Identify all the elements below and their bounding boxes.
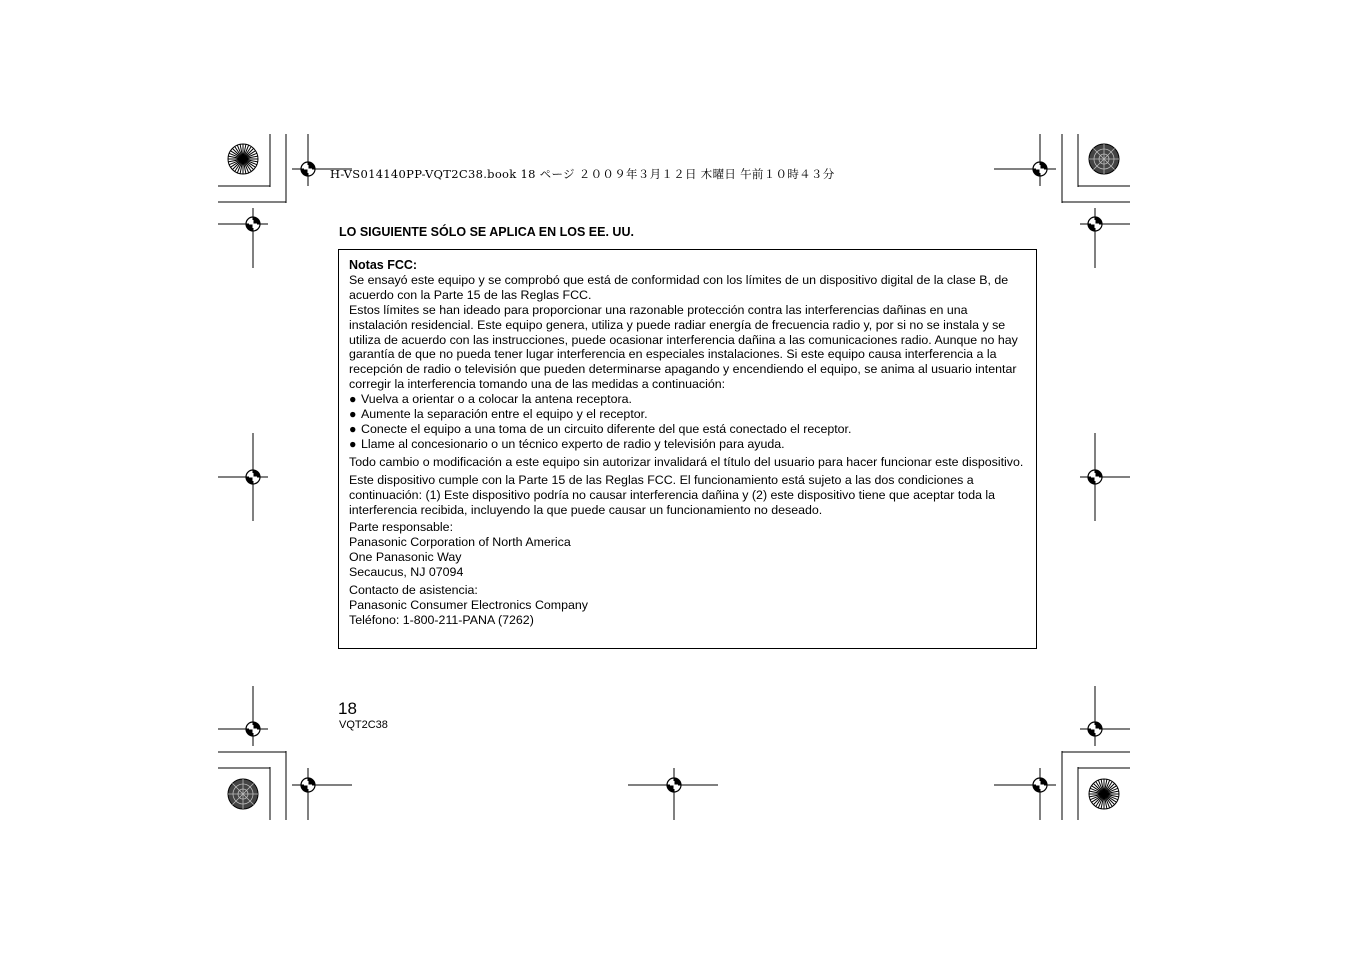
fcc-heading: Notas FCC: [349, 258, 418, 272]
support-contact [349, 583, 1026, 628]
list-item: ● Conecte el equipo a una toma de un circuito diferente del que está conectado el receptor. [349, 421, 852, 436]
list-item: ● Llame al concesionario o un técnico experto de radio y televisión para ayuda. [349, 436, 785, 451]
fcc-notes-box [338, 249, 1037, 649]
responsible-party [349, 520, 1026, 580]
list-item: ● Aumente la separación entre el equipo y el receptor. [349, 407, 648, 422]
responsible-label: Parte responsable: [349, 520, 454, 535]
page-number: 18 [338, 699, 357, 718]
section-title: LO SIGUIENTE SÓLO SE APLICA EN LOS EE. UU. [339, 225, 634, 239]
bullet-icon: ● [349, 421, 357, 436]
print-header: H-VS014140PP-VQT2C38.book 18 ページ ２００９年３月１２日 木曜日 午前１０時４３分 [330, 167, 835, 181]
support-label: Contacto de asistencia: [349, 583, 478, 598]
fcc-paragraph-1: Se ensayó este equipo y se comprobó que está de conformidad con los límites de un dispositivo digital de la clase B, de acuerdo con la Parte 15 de las Reglas FCC. [349, 272, 1009, 302]
support-line: Teléfono: 1-800-211-PANA (7262) [349, 612, 534, 627]
bullet-icon: ● [349, 436, 357, 451]
fcc-paragraph-4: Este dispositivo cumple con la Parte 15 de las Reglas FCC. El funcionamiento está sujeto a las dos condiciones a continuación: (1) Este dispositivo podría no causar interferencia dañina y (2) este dispositivo tiene que aceptar toda la interferencia recibida, incluyendo la que puede causar un funcionamiento no deseado. [349, 472, 996, 517]
responsible-line: Secaucus, NJ 07094 [349, 565, 464, 580]
responsible-line: One Panasonic Way [349, 550, 462, 565]
fcc-paragraph-2: Estos límites se han ideado para proporcionar una razonable protección contra las interferencias dañinas en una instalación residencial. Este equipo genera, utiliza y puede radiar energía de frecuencia radio y, por si no se instala y se utiliza de acuerdo con las instrucciones, puede ocasionar interferencia dañina a las comunicaciones radio. Aunque no hay garantía de que no pueda tener lugar interferencia en especiales instalaciones. Si este equipo causa interferencia a la recepción de radio o televisión que pueden determinarse apagando y encendiendo el equipo, se anima al usuario intentar corregir la interferencia tomando una de las medidas a continuación: [349, 302, 1018, 392]
support-line: Panasonic Consumer Electronics Company [349, 597, 588, 612]
document-code: VQT2C38 [339, 719, 388, 731]
responsible-line: Panasonic Corporation of North America [349, 535, 571, 550]
fcc-paragraph-3: Todo cambio o modificación a este equipo sin autorizar invalidará el título del usuario para hacer funcionar este dispositivo. [349, 454, 1024, 469]
bullet-icon: ● [349, 407, 357, 422]
fcc-measures-list [349, 392, 1026, 452]
bullet-icon: ● [349, 392, 357, 407]
list-item: ● Vuelva a orientar o a colocar la antena receptora. [349, 392, 632, 407]
